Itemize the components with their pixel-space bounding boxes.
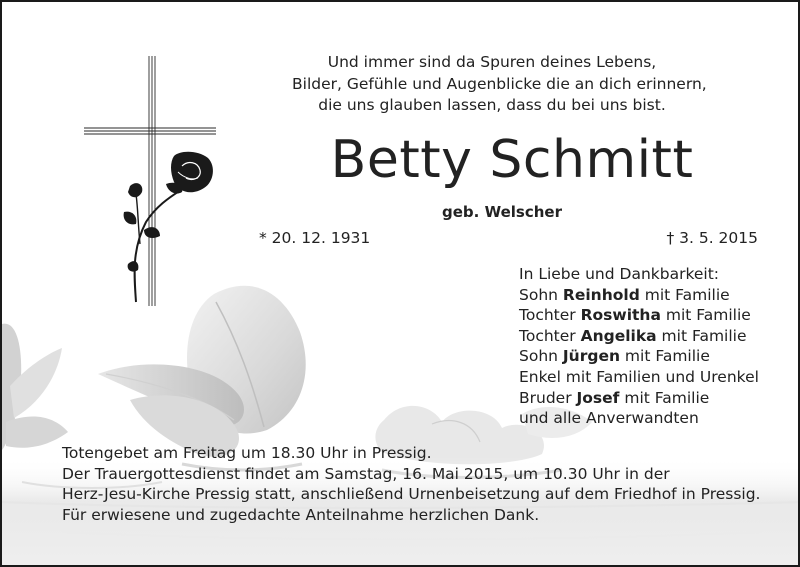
verse-line: Und immer sind da Spuren deines Lebens, — [327, 53, 657, 71]
mourner-line: Sohn Reinhold mit Familie — [519, 285, 730, 304]
memorial-verse — [292, 52, 707, 117]
birth-date: * 20. 12. 1931 — [259, 229, 371, 247]
death-date: † 3. 5. 2015 — [666, 229, 758, 247]
service-line: Für erwiesene und zugedachte Anteilnahme herzlichen Dank. — [62, 505, 540, 524]
mourner-line: Tochter Angelika mit Familie — [519, 326, 747, 345]
mourner-line: Bruder Josef mit Familie — [519, 388, 710, 407]
mourner-line: Sohn Jürgen mit Familie — [519, 347, 710, 366]
rose-icon — [124, 152, 213, 302]
service-line: Herz-Jesu-Kirche Pressig statt, anschließend Urnenbeisetzung auf dem Friedhof in Pressig. — [62, 485, 761, 504]
service-line: Der Trauergottesdienst findet am Samstag, 16. Mai 2015, um 10.30 Uhr in der — [62, 464, 670, 483]
service-line: Totengebet am Freitag um 18.30 Uhr in Pressig. — [62, 444, 432, 462]
mourners-list — [519, 264, 789, 429]
verse-line: die uns glauben lassen, dass du bei uns bist. — [318, 96, 666, 114]
verse-line: Bilder, Gefühle und Augenblicke die an dich erinnern, — [292, 74, 707, 93]
service-details — [62, 443, 782, 525]
mourner-line: Tochter Roswitha mit Familie — [519, 306, 751, 325]
mourners-intro: In Liebe und Dankbarkeit: — [519, 265, 720, 283]
mourner-line: Enkel mit Familien und Urenkel — [519, 367, 759, 386]
mourner-line: und alle Anverwandten — [519, 409, 699, 428]
maiden-name: geb. Welscher — [442, 203, 562, 221]
deceased-name: Betty Schmitt — [330, 130, 694, 190]
cross-icon — [80, 54, 240, 310]
